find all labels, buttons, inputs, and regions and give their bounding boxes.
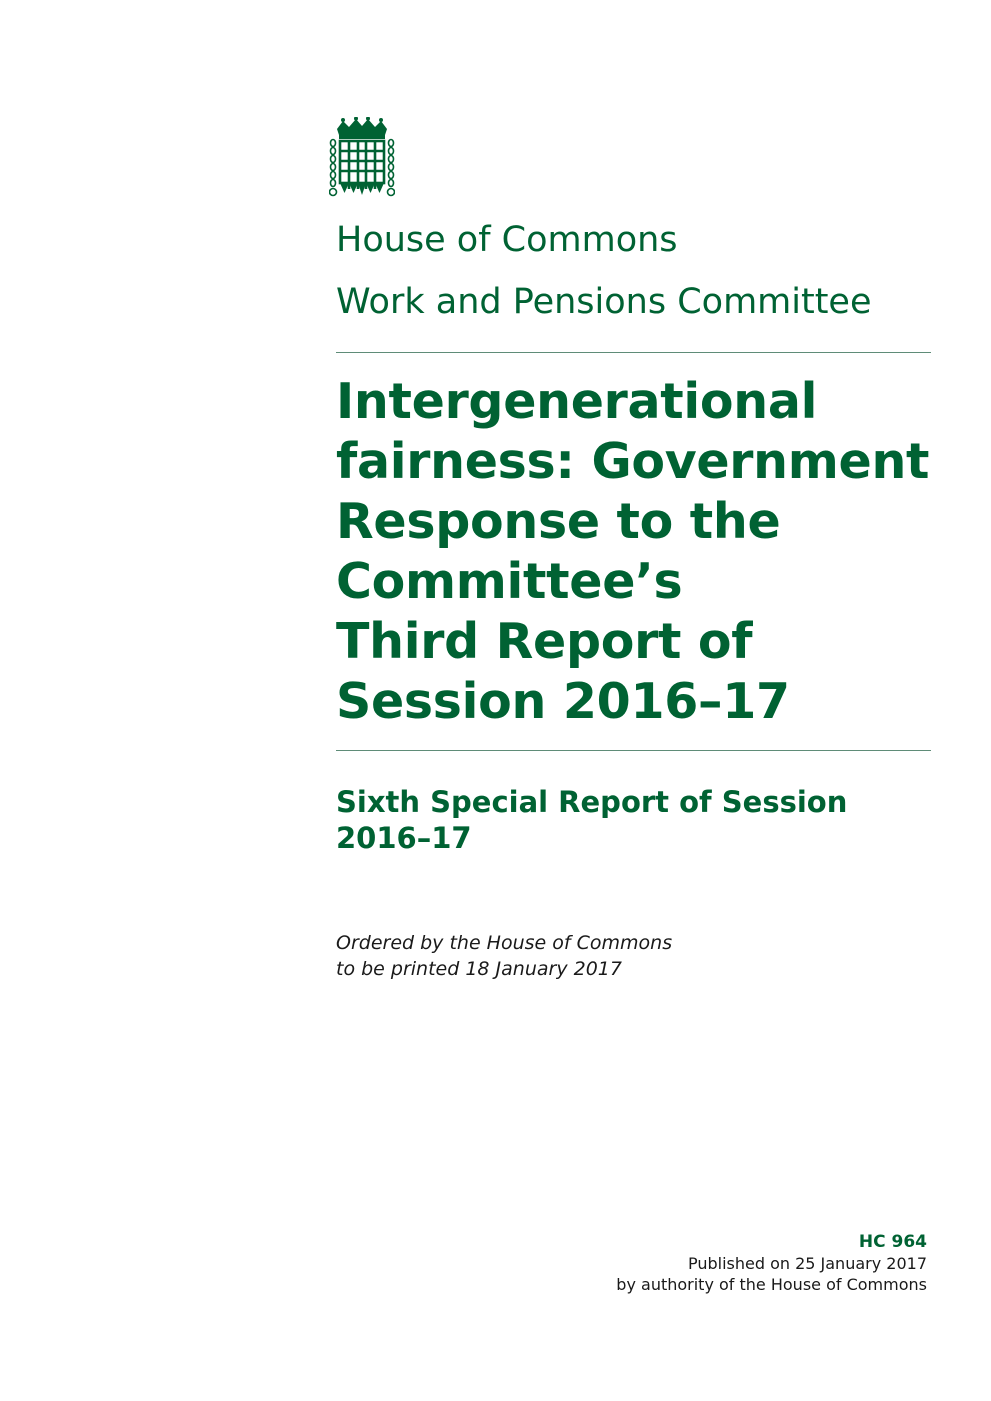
publication-info: [616, 1232, 927, 1295]
report-title-line: Intergenerational: [336, 373, 818, 430]
committee-name: Work and Pensions Committee: [336, 282, 872, 322]
report-subtitle-line: Sixth Special Report of Session: [336, 785, 848, 819]
report-title: [336, 372, 931, 732]
divider-bottom: [336, 750, 931, 751]
ordered-statement: [336, 930, 672, 982]
report-title-line: fairness: Government: [336, 433, 930, 490]
report-title-line: Third Report of: [336, 613, 753, 670]
ordered-line: to be printed 18 January 2017: [336, 958, 622, 980]
publication-authority: by authority of the House of Commons: [616, 1275, 927, 1294]
house-name: House of Commons: [336, 220, 678, 260]
divider-top: [336, 352, 931, 353]
report-title-line: Committee’s: [336, 553, 683, 610]
report-subtitle-line: 2016–17: [336, 821, 472, 855]
report-title-line: Response to the: [336, 493, 781, 550]
report-title-line: Session 2016–17: [336, 673, 790, 730]
report-subtitle: [336, 784, 931, 856]
portcullis-icon: [329, 117, 395, 197]
published-date: Published on 25 January 2017: [687, 1254, 927, 1273]
ordered-line: Ordered by the House of Commons: [336, 932, 673, 954]
hc-number: HC 964: [858, 1232, 927, 1252]
